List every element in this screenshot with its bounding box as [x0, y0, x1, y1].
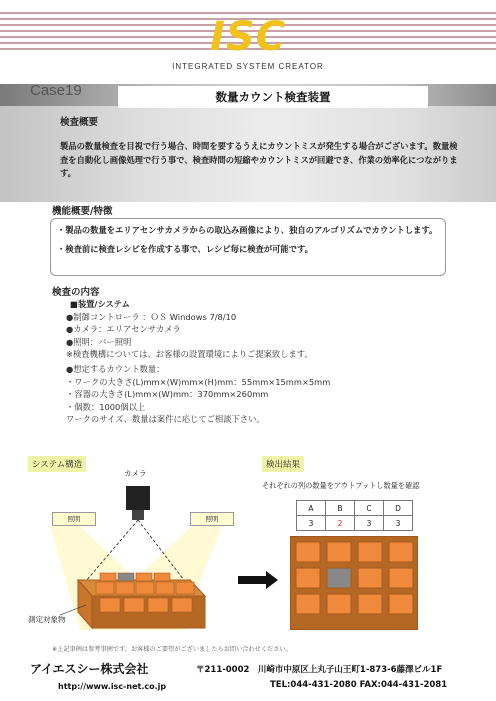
- overview-text: 製品の数量検査を目視で行う場合、時間を要するうえにカウントミスが発生する場合がございます。数量検査を自動化し画像処理で行う事で、検査時間の短縮やカウントミスが回避でき、作業の効率化につながります。: [60, 141, 458, 178]
- features-heading: 機能概要/特徴: [52, 206, 113, 217]
- company-url-link[interactable]: http://www.isc-net.co.jp: [58, 682, 167, 691]
- feature-item: ・製品の数量をエリアセンサカメラからの取込み画像により、独自のアルゴリズムでカウントします。: [57, 225, 438, 235]
- table-header-cell: C: [355, 501, 384, 516]
- object-label: 測定対象物: [28, 615, 66, 624]
- table-header-row: [297, 501, 413, 516]
- content-line: ●想定するカウント数量：: [66, 363, 165, 374]
- case-label: Case19: [30, 82, 82, 99]
- result-tray: [290, 536, 418, 630]
- company-address: 〒211-0002 川崎市中原区上丸子山王町1-873-6藤澤ビル1F: [196, 665, 443, 675]
- feature-item: ・検査前に検査レシピを作成する事で、レシピ毎に検査が可能です。: [57, 243, 313, 254]
- camera-icon: [126, 486, 150, 510]
- features-box: [50, 218, 446, 276]
- content-heading: 検査の内容: [52, 287, 100, 298]
- table-cell: 3: [384, 516, 413, 531]
- result-tag: 検出結果: [262, 456, 304, 472]
- content-line: ※検査機構については、お客様の設置環境によりご提案致します。: [66, 349, 313, 360]
- company-logo: ISC: [209, 14, 287, 60]
- table-header-cell: B: [326, 501, 355, 516]
- table-header-cell: A: [297, 501, 326, 516]
- content-line: ・容器の大きさ(L)mm×(W)mm：370mm×260mm: [66, 389, 269, 400]
- content-subheading: ■装置/システム: [70, 299, 130, 309]
- company-name: アイエスシー株式会社: [30, 662, 149, 676]
- result-description: それぞれの列の数量をアウトプットし数量を確認: [262, 481, 420, 490]
- page-title: 数量カウント検査装置: [118, 86, 428, 108]
- light-left-label: 照明: [52, 512, 96, 526]
- content-line: ・ワークの大きさ(L)mm×(W)mm×(H)mm：55mm×15mm×5mm: [66, 376, 331, 387]
- content-line: ●照明：バー照明: [66, 336, 132, 347]
- table-header-cell: D: [384, 501, 413, 516]
- logo-tagline: INTEGRATED SYSTEM CREATOR: [172, 62, 324, 71]
- result-table: [296, 500, 413, 531]
- content-line: ワークのサイズ、数量は案件に応じてご相談下さい。: [66, 414, 265, 425]
- overview-heading: 検査概要: [60, 117, 99, 128]
- right-arrow-icon: [238, 570, 280, 590]
- company-phone: TEL:044-431-2080 FAX:044-431-2081: [270, 680, 448, 690]
- disclaimer: ※上記事例は参考事例です。お客様のご要望がございましたらお問い合わせください。: [52, 646, 292, 653]
- camera-label: カメラ: [124, 469, 147, 478]
- table-cell: 3: [355, 516, 384, 531]
- light-right-label: 照明: [190, 512, 234, 526]
- logo-header: [0, 0, 496, 80]
- system-tag: システム構造: [28, 456, 86, 472]
- content-line: ●制御コントローラ ：ＯＳ Windows 7/8/10: [66, 311, 237, 322]
- content-body: [66, 298, 446, 426]
- content-line: ・個数：1000個以上: [66, 401, 146, 412]
- table-cell: 3: [297, 516, 326, 531]
- table-cell-highlight: 2: [326, 516, 355, 531]
- missing-item: [327, 568, 351, 588]
- content-line: ●カメラ：エリアセンサカメラ: [66, 324, 181, 335]
- table-row: [297, 516, 413, 531]
